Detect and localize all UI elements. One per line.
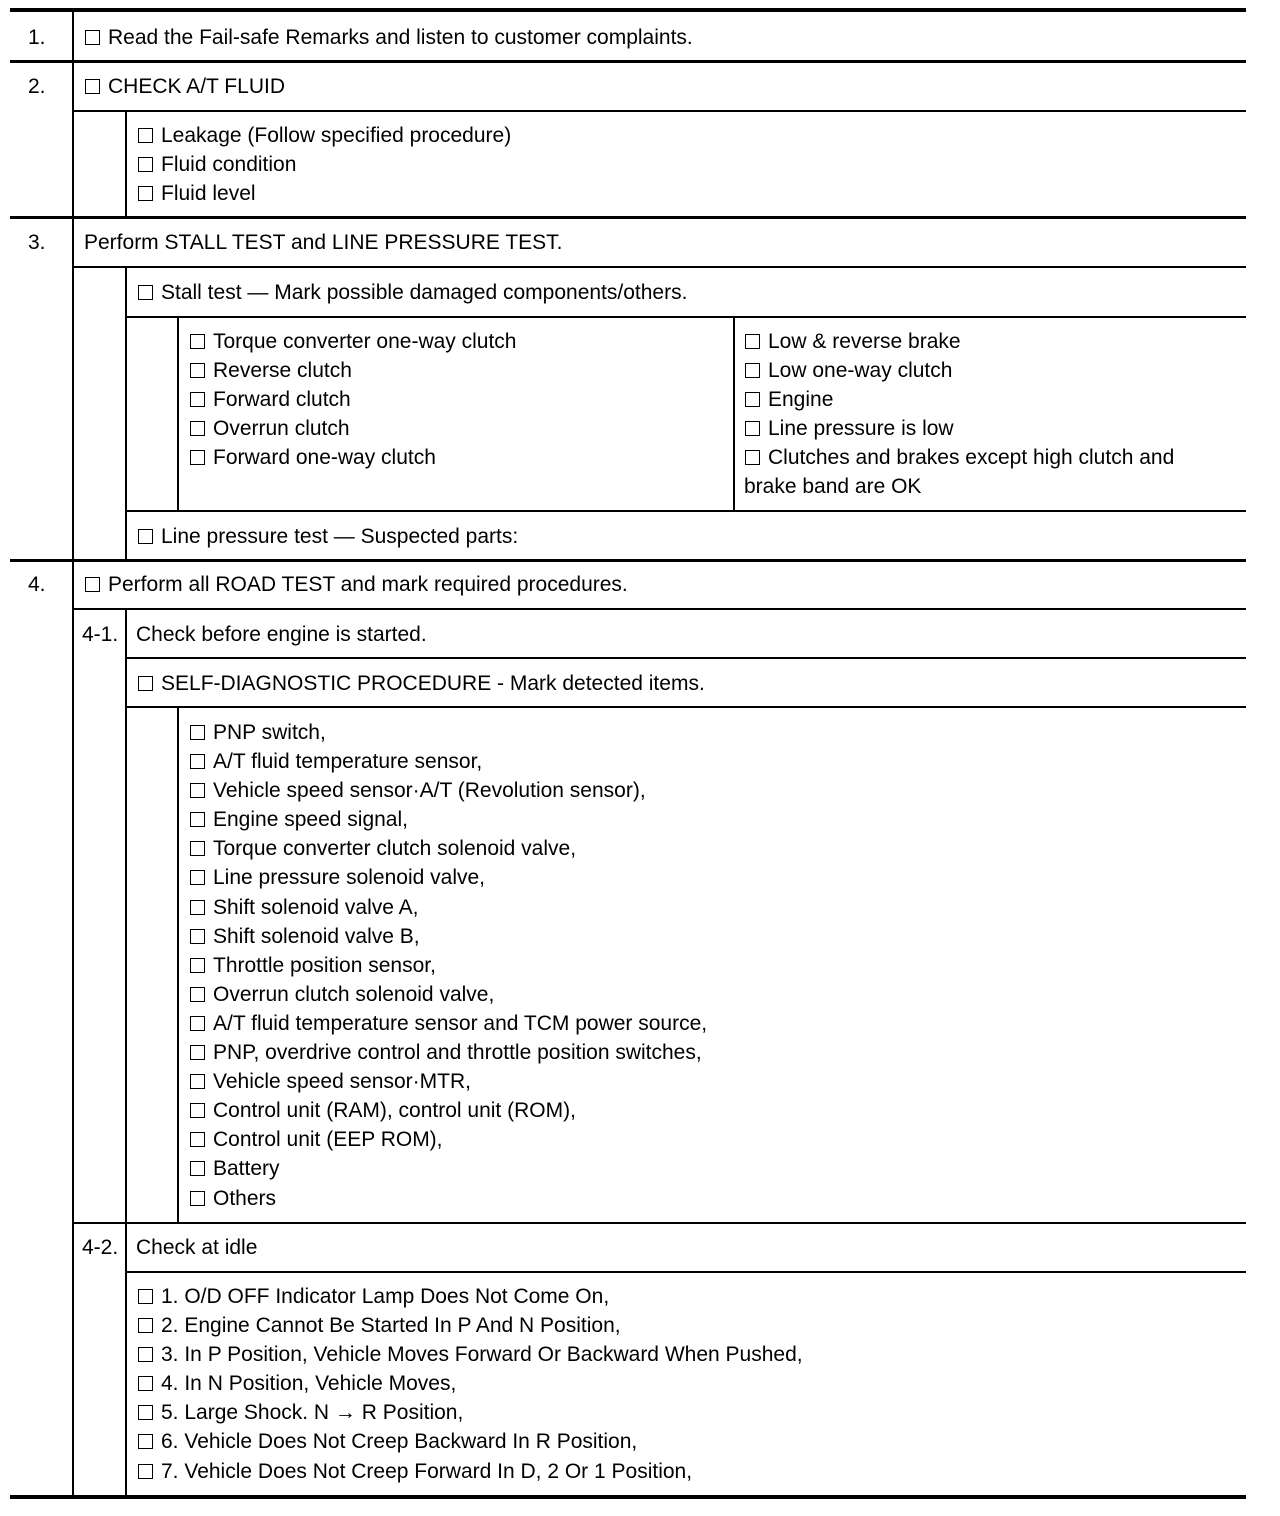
list-item[interactable] bbox=[744, 443, 1174, 472]
step-4-text: Perform all ROAD TEST and mark required procedures. bbox=[108, 573, 628, 596]
stall-left-list bbox=[189, 327, 517, 472]
item-label: Overrun clutch bbox=[213, 417, 350, 441]
divider bbox=[125, 609, 127, 1497]
list-item[interactable] bbox=[137, 1282, 803, 1311]
divider bbox=[10, 60, 1246, 63]
list-item[interactable] bbox=[189, 1038, 707, 1067]
idle-check-list bbox=[137, 1282, 803, 1486]
list-item-continuation: brake band are OK bbox=[744, 475, 922, 499]
item-label: Reverse clutch bbox=[213, 359, 352, 383]
step-2-text: CHECK A/T FLUID bbox=[108, 75, 285, 98]
top-border bbox=[10, 8, 1246, 12]
item-label: Line pressure solenoid valve, bbox=[213, 866, 485, 890]
divider bbox=[125, 110, 127, 217]
list-item[interactable] bbox=[189, 385, 517, 414]
divider bbox=[127, 657, 1246, 659]
checkbox[interactable] bbox=[190, 1016, 205, 1031]
item-label: 6. Vehicle Does Not Creep Backward In R Position, bbox=[161, 1430, 638, 1454]
list-item[interactable] bbox=[137, 179, 511, 208]
checkbox[interactable] bbox=[745, 363, 760, 378]
list-item[interactable] bbox=[189, 718, 707, 747]
divider bbox=[74, 266, 1246, 268]
item-label: 1. O/D OFF Indicator Lamp Does Not Come On, bbox=[161, 1285, 610, 1308]
divider bbox=[127, 1271, 1246, 1273]
item-label: Throttle position sensor, bbox=[213, 953, 436, 977]
list-item[interactable] bbox=[189, 893, 707, 922]
item-label: Torque converter one-way clutch bbox=[213, 330, 517, 353]
list-item[interactable] bbox=[189, 834, 707, 863]
item-label: Control unit (EEP ROM), bbox=[213, 1128, 443, 1152]
list-item[interactable] bbox=[744, 414, 1174, 443]
checkbox[interactable] bbox=[138, 1347, 153, 1362]
bottom-border bbox=[10, 1495, 1246, 1499]
list-item[interactable] bbox=[744, 385, 1174, 414]
item-label: 5. Large Shock. N → R Position, bbox=[161, 1401, 464, 1425]
checkbox[interactable] bbox=[190, 841, 205, 856]
list-item[interactable] bbox=[189, 747, 707, 776]
checkbox[interactable] bbox=[190, 987, 205, 1002]
item-label: 7. Vehicle Does Not Creep Forward In D, 2 Or 1 Position, bbox=[161, 1459, 693, 1483]
checkbox[interactable] bbox=[138, 285, 153, 300]
fluid-check-list bbox=[137, 121, 511, 208]
list-item[interactable] bbox=[137, 1457, 803, 1486]
list-item[interactable] bbox=[189, 805, 707, 834]
checkbox[interactable] bbox=[138, 1289, 153, 1304]
divider bbox=[72, 8, 74, 1499]
checkbox[interactable] bbox=[745, 421, 760, 436]
list-item[interactable] bbox=[137, 1311, 803, 1340]
step-number: 2. bbox=[28, 75, 46, 98]
divider bbox=[127, 510, 1246, 512]
divider bbox=[177, 316, 179, 511]
list-item[interactable] bbox=[189, 922, 707, 951]
item-label: Vehicle speed sensor·MTR, bbox=[213, 1070, 471, 1094]
item-label: A/T fluid temperature sensor, bbox=[213, 750, 483, 774]
checkbox[interactable] bbox=[190, 812, 205, 827]
checkbox[interactable] bbox=[190, 421, 205, 436]
item-label: Control unit (RAM), control unit (ROM), bbox=[213, 1099, 576, 1123]
divider bbox=[10, 559, 1246, 562]
checkbox[interactable] bbox=[138, 1318, 153, 1333]
line-pressure-row[interactable] bbox=[137, 522, 518, 551]
checkbox[interactable] bbox=[138, 676, 153, 691]
checkbox[interactable] bbox=[190, 1074, 205, 1089]
item-label: Others bbox=[213, 1186, 277, 1210]
checkbox[interactable] bbox=[190, 754, 205, 769]
checkbox[interactable] bbox=[138, 1434, 153, 1449]
checkbox[interactable] bbox=[138, 1405, 153, 1420]
list-item[interactable] bbox=[137, 150, 511, 179]
list-item[interactable] bbox=[189, 443, 517, 472]
item-label: Forward clutch bbox=[213, 388, 351, 412]
item-label: Battery bbox=[213, 1157, 280, 1181]
self-diagnostic-row[interactable] bbox=[137, 669, 705, 698]
substep-text: Check at idle bbox=[136, 1236, 258, 1259]
list-item[interactable] bbox=[189, 776, 707, 805]
divider bbox=[127, 706, 1246, 708]
list-item[interactable] bbox=[189, 1067, 707, 1096]
step-1-row[interactable] bbox=[84, 23, 693, 52]
divider bbox=[125, 266, 127, 560]
list-item[interactable] bbox=[137, 1427, 803, 1456]
checkbox[interactable] bbox=[745, 392, 760, 407]
item-label: 2. Engine Cannot Be Started In P And N Position, bbox=[161, 1314, 621, 1338]
checkbox[interactable] bbox=[85, 30, 100, 45]
item-label: Low one-way clutch bbox=[768, 359, 953, 383]
list-item[interactable] bbox=[189, 1154, 707, 1183]
item-label: Engine speed signal, bbox=[213, 808, 408, 832]
step-4-row[interactable] bbox=[84, 570, 628, 599]
item-label: 4. In N Position, Vehicle Moves, bbox=[161, 1372, 457, 1396]
item-label: Fluid level bbox=[161, 182, 256, 206]
divider bbox=[733, 316, 735, 511]
item-label: Forward one-way clutch bbox=[213, 446, 436, 470]
checkbox[interactable] bbox=[190, 1103, 205, 1118]
step-number: 1. bbox=[28, 26, 46, 49]
list-item[interactable] bbox=[189, 1009, 707, 1038]
checkbox[interactable] bbox=[138, 1376, 153, 1391]
list-item[interactable] bbox=[189, 951, 707, 980]
list-item[interactable] bbox=[189, 1125, 707, 1154]
list-item[interactable] bbox=[137, 121, 511, 150]
line-pressure-label: Line pressure test — Suspected parts: bbox=[161, 525, 519, 548]
divider bbox=[177, 707, 179, 1223]
divider bbox=[74, 1222, 1246, 1224]
step-number: 4. bbox=[28, 573, 46, 596]
item-label: Fluid condition bbox=[161, 153, 297, 177]
checkbox[interactable] bbox=[85, 577, 100, 592]
checkbox[interactable] bbox=[190, 1132, 205, 1147]
checkbox[interactable] bbox=[190, 929, 205, 944]
list-item[interactable] bbox=[137, 1369, 803, 1398]
divider bbox=[74, 110, 1246, 112]
list-item[interactable] bbox=[189, 1096, 707, 1125]
item-label: PNP switch, bbox=[213, 721, 326, 744]
list-item[interactable] bbox=[189, 327, 517, 356]
divider bbox=[10, 216, 1246, 219]
substep-number: 4-1. bbox=[82, 623, 119, 646]
list-item[interactable] bbox=[189, 356, 517, 385]
checkbox[interactable] bbox=[190, 783, 205, 798]
checkbox[interactable] bbox=[190, 725, 205, 740]
item-label: Torque converter clutch solenoid valve, bbox=[213, 837, 577, 861]
list-item[interactable] bbox=[189, 414, 517, 443]
item-label: PNP, overdrive control and throttle position switches, bbox=[213, 1041, 702, 1065]
item-label: A/T fluid temperature sensor and TCM power source, bbox=[213, 1011, 708, 1035]
checkbox[interactable] bbox=[138, 157, 153, 172]
item-label: Leakage (Follow specified procedure) bbox=[161, 124, 512, 147]
divider bbox=[127, 316, 1246, 318]
list-item[interactable] bbox=[189, 1184, 707, 1213]
checkbox[interactable] bbox=[190, 392, 205, 407]
item-label: Overrun clutch solenoid valve, bbox=[213, 982, 495, 1006]
stall-right-list bbox=[744, 327, 1174, 502]
step-1-text: Read the Fail-safe Remarks and listen to customer complaints. bbox=[108, 26, 693, 49]
list-item[interactable] bbox=[744, 356, 1174, 385]
item-label: 3. In P Position, Vehicle Moves Forward Or Backward When Pushed, bbox=[161, 1343, 803, 1367]
checkbox[interactable] bbox=[190, 958, 205, 973]
item-label: Low & reverse brake bbox=[768, 330, 961, 353]
list-item[interactable] bbox=[744, 327, 1174, 356]
checkbox[interactable] bbox=[138, 186, 153, 201]
step-2-row[interactable] bbox=[84, 72, 285, 101]
list-item[interactable] bbox=[137, 1340, 803, 1369]
self-diagnostic-label: SELF-DIAGNOSTIC PROCEDURE - Mark detected items. bbox=[161, 672, 705, 695]
stall-test-label: Stall test — Mark possible damaged components/others. bbox=[161, 281, 688, 304]
self-diagnostic-list bbox=[189, 718, 707, 1213]
checkbox[interactable] bbox=[138, 529, 153, 544]
checkbox[interactable] bbox=[190, 900, 205, 915]
checkbox[interactable] bbox=[190, 1045, 205, 1060]
list-item[interactable] bbox=[137, 1398, 803, 1427]
substep-number: 4-2. bbox=[82, 1236, 119, 1259]
item-label: Line pressure is low bbox=[768, 417, 954, 441]
checkbox[interactable] bbox=[745, 450, 760, 465]
checkbox[interactable] bbox=[745, 334, 760, 349]
checkbox[interactable] bbox=[190, 870, 205, 885]
substep-text: Check before engine is started. bbox=[136, 623, 427, 646]
list-item[interactable] bbox=[189, 980, 707, 1009]
checkbox[interactable] bbox=[190, 450, 205, 465]
list-item[interactable] bbox=[189, 863, 707, 892]
step-number: 3. bbox=[28, 231, 46, 254]
stall-test-row[interactable] bbox=[137, 278, 687, 307]
checkbox[interactable] bbox=[190, 334, 205, 349]
step-3-text: Perform STALL TEST and LINE PRESSURE TEST. bbox=[84, 231, 563, 254]
item-label: Clutches and brakes except high clutch and bbox=[768, 446, 1175, 470]
checkbox[interactable] bbox=[85, 79, 100, 94]
checkbox[interactable] bbox=[138, 128, 153, 143]
item-label: Engine bbox=[768, 388, 834, 412]
item-label: Shift solenoid valve B, bbox=[213, 924, 420, 948]
checkbox[interactable] bbox=[190, 363, 205, 378]
divider bbox=[74, 608, 1246, 610]
item-label: Shift solenoid valve A, bbox=[213, 895, 419, 919]
checkbox[interactable] bbox=[190, 1191, 205, 1206]
item-label: Vehicle speed sensor·A/T (Revolution sensor), bbox=[213, 779, 646, 803]
checkbox[interactable] bbox=[138, 1464, 153, 1479]
checkbox[interactable] bbox=[190, 1161, 205, 1176]
